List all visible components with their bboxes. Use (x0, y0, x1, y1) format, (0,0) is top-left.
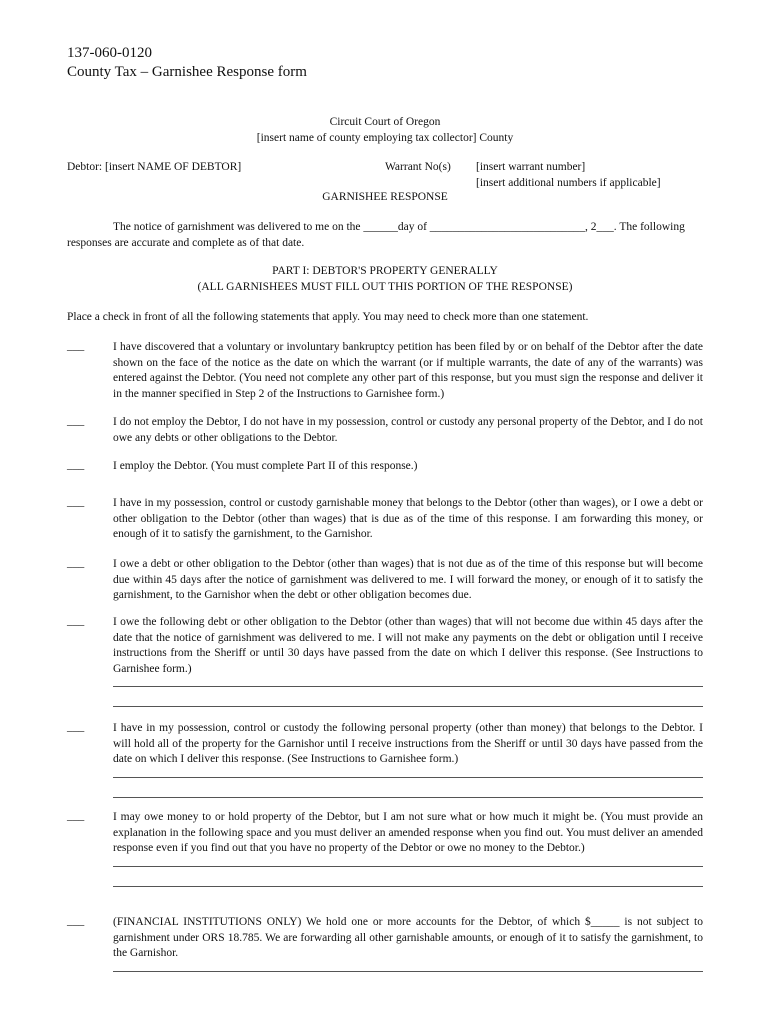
warrant-number-field[interactable]: [insert warrant number] (476, 161, 586, 173)
item-text: I have in my possession, control or custody garnishable money that belongs to the Debtor (other than wages), or I owe a debt or other obligation to the Debtor (other than wages) that is due as of the time of this response. I am forwarding this money, or enough of it to satisfy the garnishment, to the Garnishor. (113, 497, 703, 540)
item-text: (FINANCIAL INSTITUTIONS ONLY) We hold one or more accounts for the Debtor, of which $_____ is not subject to garnishment under ORS 18.785. We are forwarding all other garnishable amounts, or enough of it to satisfy the garnishment, to the Garnishor. (113, 916, 703, 959)
garnishee-response-heading: GARNISHEE RESPONSE (322, 191, 448, 203)
checkbox-blank[interactable]: ___ (67, 810, 85, 822)
explanation-line[interactable] (113, 866, 703, 867)
explanation-line[interactable] (113, 886, 703, 887)
checkbox-blank[interactable]: ___ (67, 415, 85, 427)
checkbox-blank[interactable]: ___ (67, 721, 85, 733)
explanation-line[interactable] (113, 706, 703, 707)
response-item-debt-due-45-days (67, 557, 703, 604)
checkbox-blank[interactable]: ___ (67, 496, 85, 508)
warrant-additional-field[interactable]: [insert additional numbers if applicable] (476, 177, 661, 189)
part1-subtitle: (ALL GARNISHEES MUST FILL OUT THIS PORTION OF THE RESPONSE) (197, 281, 573, 293)
checkbox-blank[interactable]: ___ (67, 459, 85, 471)
court-county: [insert name of county employing tax collector] County (256, 132, 514, 144)
checkbox-blank[interactable]: ___ (67, 915, 85, 927)
response-item-garnishable-money (67, 496, 703, 543)
court-name: Circuit Court of Oregon (329, 116, 441, 128)
item-text: I employ the Debtor. (You must complete Part II of this response.) (113, 460, 418, 472)
explanation-line[interactable] (113, 797, 703, 798)
item-text: I do not employ the Debtor, I do not have in my possession, control or custody any personal property of the Debtor, and I do not owe any debts or other obligations to the Debtor. (113, 416, 703, 444)
response-item-personal-property (67, 721, 703, 798)
item-text: I have discovered that a voluntary or involuntary bankruptcy petition has been filed by or on behalf of the Debtor after the date shown on the face of the notice as the date on which the warrant (or if multiple warrants, the date of any of the warrants) was entered against the Debtor. (You need not complete any other part of this response, but you must sign the response and deliver it in the manner specified in Step 2 of the Instructions to Garnishee form.) (113, 341, 703, 400)
response-item-employ-debtor (67, 459, 703, 475)
explanation-line[interactable] (113, 777, 703, 778)
response-item-bankruptcy (67, 340, 703, 402)
intro-paragraph: The notice of garnishment was delivered to me on the ______day of ___________________________, 2___. The following responses are accurate and complete as of that date. (67, 221, 685, 249)
item-text: I owe a debt or other obligation to the Debtor (other than wages) that is not due as of the time of this response but will become due within 45 days after the notice of garnishment was delivered to me. I will forward the money, or enough of it to satisfy the garnishment, to the Garnishor when the debt or other obligation becomes due. (113, 558, 703, 601)
checkbox-blank[interactable]: ___ (67, 557, 85, 569)
form-title: County Tax – Garnishee Response form (67, 64, 307, 80)
warrant-label: Warrant No(s) (385, 161, 451, 173)
part1-title: PART I: DEBTOR'S PROPERTY GENERALLY (272, 265, 498, 277)
debtor-name-field[interactable]: Debtor: [insert NAME OF DEBTOR] (67, 161, 242, 173)
response-item-financial-institutions (67, 915, 703, 972)
checkbox-blank[interactable]: ___ (67, 340, 85, 352)
response-item-debt-not-due (67, 615, 703, 707)
explanation-line[interactable] (113, 686, 703, 687)
item-text: I have in my possession, control or custody the following personal property (other than money) that belongs to the Debtor. I will hold all of the property for the Garnishor until I receive instructions from the Sheriff or until 30 days have passed from the date on which I deliver this response. (See Instructions to Garnishee form.) (113, 722, 703, 765)
item-text: I may owe money to or hold property of the Debtor, but I am not sure what or how much it might be. (You must provide an explanation in the following space and you must deliver an amended response when you find out. You must deliver an amended response even if you find out that you have no property of the Debtor or owe no money to the Debtor.) (113, 811, 703, 854)
response-item-no-employment (67, 415, 703, 446)
response-item-not-sure (67, 810, 703, 887)
part1-instruction: Place a check in front of all the following statements that apply. You may need to check more than one statement. (67, 311, 589, 323)
form-number: 137-060-0120 (67, 45, 152, 61)
explanation-line[interactable] (113, 971, 703, 972)
checkbox-blank[interactable]: ___ (67, 615, 85, 627)
item-text: I owe the following debt or other obligation to the Debtor (other than wages) that will not become due within 45 days after the date that the notice of garnishment was delivered to me. I will not make any payments on the debt or obligation until I receive instructions from the Sheriff or until 30 days have passed from the date on which I deliver this response. (See Instructions to Garnishee form.) (113, 616, 703, 675)
